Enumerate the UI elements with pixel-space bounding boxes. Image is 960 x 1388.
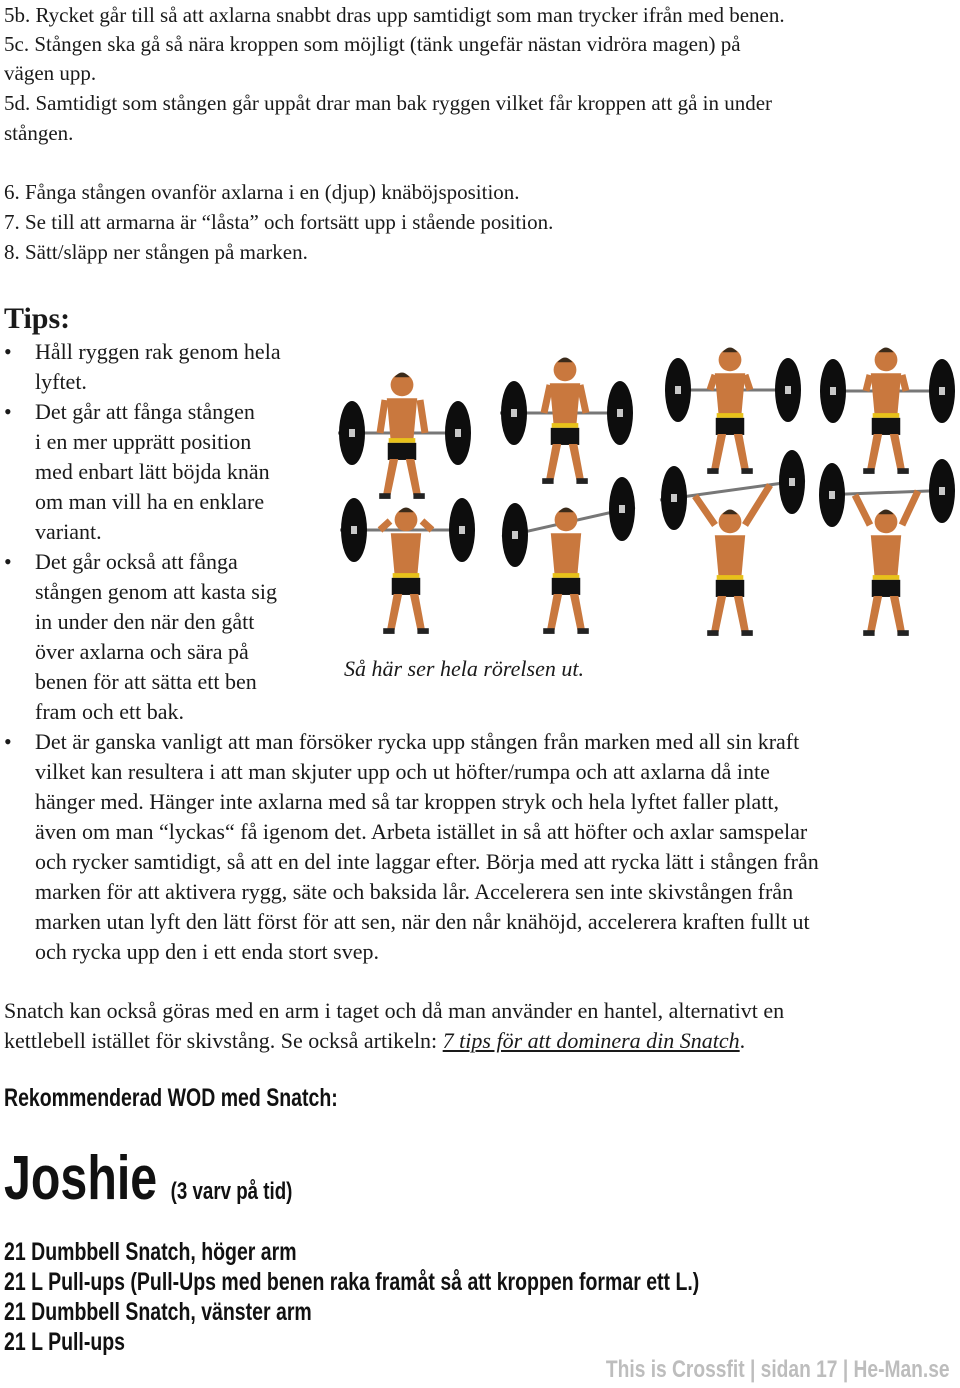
tip-line: även om man “lyckas“ få igenom det. Arbeta istället in så att höfter och axlar samspelar [35, 819, 808, 844]
wod-name: Joshie [4, 1144, 158, 1213]
tips-heading: Tips: [4, 302, 71, 335]
wod-item: 21 L Pull-ups (Pull-Ups med benen raka framåt så att kroppen formar ett L.) [4, 1268, 700, 1296]
step-7: 7. Se till att armarna är “låsta” och fortsätt upp i stående position. [4, 210, 554, 234]
frame-2 [500, 358, 633, 484]
tip-line: benen för att sätta ett ben [35, 669, 257, 694]
paragraph-punct: . [739, 1028, 746, 1053]
tip-line: marken utan lyft den lätt först för att sen, när den når knähöjd, accelerera kraften fullt ut [35, 909, 810, 934]
figure-caption: Så här ser hela rörelsen ut. [344, 656, 584, 681]
page-footer: This is Crossfit | sidan 17 | He-Man.se [606, 1356, 950, 1383]
tip-line: lyftet. [35, 369, 87, 394]
step-8: 8. Sätt/släpp ner stången på marken. [4, 240, 308, 264]
tip-line: och rycka upp den i ett enda stort svep. [35, 939, 379, 964]
paragraph-line [4, 1026, 745, 1056]
frame-4 [820, 348, 955, 474]
frame-7 [660, 450, 805, 636]
step-5d: 5d. Samtidigt som stången går uppåt drar man bak ryggen vilket får kroppen att gå in under [4, 91, 773, 115]
paragraph-text: kettlebell istället för skivstång. Se också artikeln: [4, 1028, 443, 1053]
step-5b: 5b. Rycket går till så att axlarna snabbt dras upp samtidigt som man trycker ifrån med benen. [4, 3, 785, 27]
tip-line: vilket kan resultera i att man skjuter upp och ut höfter/rumpa och att axlarna då inte [35, 759, 770, 784]
article-link[interactable]: 7 tips för att dominera din Snatch [442, 1028, 740, 1053]
step-5d-cont: stången. [4, 121, 74, 145]
wod-title [4, 1144, 292, 1227]
tip-line: Det går också att fånga [35, 549, 238, 574]
tip-line: hänger med. Hänger inte axlarna med så tar kroppen stryk och hela lyftet faller platt, [35, 789, 780, 814]
tip-line: över axlarna och sära på [35, 639, 249, 664]
frame-6 [502, 477, 635, 634]
step-5c: 5c. Stången ska gå så nära kroppen som möjligt (tänk ungefär nästan vidröra magen) på [4, 32, 741, 56]
tip-line: stången genom att kasta sig [35, 579, 277, 604]
tip-line: i en mer upprätt position [35, 429, 252, 454]
tip-line: om man vill ha en enklare [35, 489, 265, 514]
bullet-dot: • [4, 399, 12, 424]
frame-3 [665, 348, 801, 474]
tip-line: och rycker samtidigt, så att en del inte laggar efter. Börja med att rycka lätt i stången från [35, 849, 819, 874]
wod-subtitle: (3 varv på tid) [170, 1178, 293, 1205]
step-5c-cont: vägen upp. [4, 61, 97, 85]
tip-line: Det är ganska vanligt att man försöker rycka upp stången från marken med all sin kraft [35, 729, 800, 754]
step-6: 6. Fånga stången ovanför axlarna i en (djup) knäböjsposition. [4, 180, 520, 204]
paragraph-line: Snatch kan också göras med en arm i taget och då man använder en hantel, alternativt en [4, 998, 785, 1023]
frame-5 [340, 498, 475, 634]
snatch-sequence-illustration [330, 315, 955, 655]
tip-line: fram och ett bak. [35, 699, 185, 724]
bullet-dot: • [4, 549, 12, 574]
frame-1 [338, 373, 471, 499]
bullet-dot: • [4, 729, 12, 754]
tip-line: med enbart lätt böjda knän [35, 459, 270, 484]
tip-line: in under den när den gått [35, 609, 255, 634]
frame-8 [819, 459, 955, 636]
tip-line: variant. [35, 519, 102, 544]
wod-item: 21 Dumbbell Snatch, vänster arm [4, 1298, 312, 1326]
wod-heading: Rekommenderad WOD med Snatch: [4, 1084, 338, 1112]
tip-line: Det går att fånga stången [35, 399, 255, 424]
wod-item: 21 L Pull-ups [4, 1328, 126, 1356]
tip-line: marken för att aktivera rygg, säte och baksida lår. Accelerera sen inte skivstången från [35, 879, 794, 904]
tip-line: Håll ryggen rak genom hela [35, 339, 281, 364]
bullet-dot: • [4, 339, 12, 364]
wod-item: 21 Dumbbell Snatch, höger arm [4, 1238, 297, 1266]
